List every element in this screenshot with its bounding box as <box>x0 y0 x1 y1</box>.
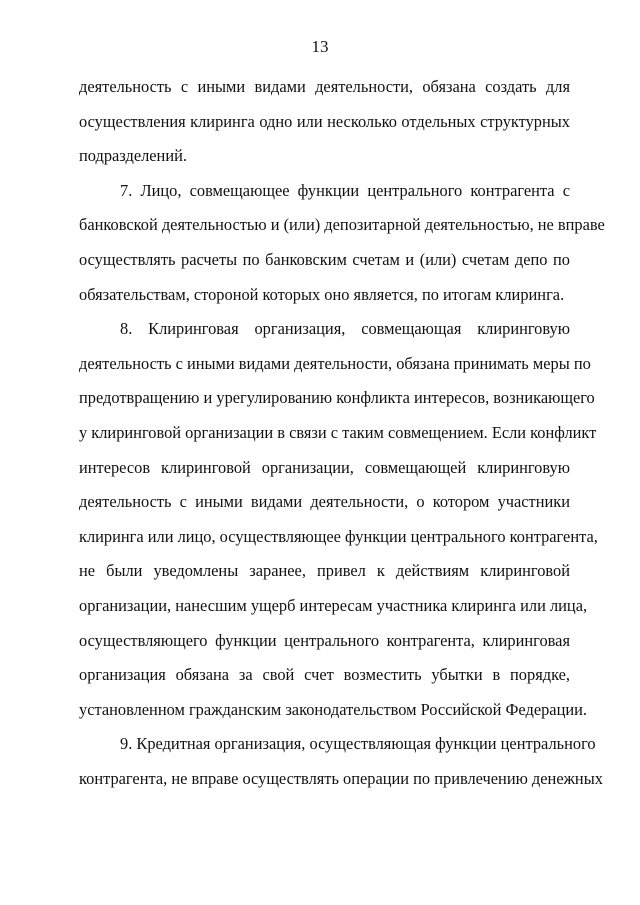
text-line: деятельность с иными видами деятельности, о котором участники <box>79 492 570 512</box>
text-line: осуществляющего функции центрального контрагента, клиринговая <box>79 630 570 650</box>
text-line: 8. Клиринговая организация, совмещающая клиринговую <box>120 319 570 339</box>
text-line: банковской деятельностью и (или) депозитарной деятельностью, не вправе <box>79 215 605 235</box>
page-number: 13 <box>311 37 329 56</box>
text-line: предотвращению и урегулированию конфликта интересов, возникающего <box>79 388 595 408</box>
text-line: контрагента, не вправе осуществлять операции по привлечению денежных <box>79 768 603 788</box>
text-line: у клиринговой организации в связи с таким совмещением. Если конфликт <box>79 422 597 442</box>
text-line: деятельность с иными видами деятельности, обязана принимать меры по <box>79 353 591 373</box>
text-line: организации, нанесшим ущерб интересам участника клиринга или лица, <box>79 595 588 615</box>
body-text <box>79 70 605 796</box>
text-line: осуществления клиринга одно или несколько отдельных структурных <box>79 111 570 131</box>
text-line: осуществлять расчеты по банковским счетам и (или) счетам депо по <box>79 249 570 269</box>
text-line: 7. Лицо, совмещающее функции центрального контрагента с <box>120 180 570 200</box>
text-line: деятельность с иными видами деятельности, обязана создать для <box>79 77 570 96</box>
text-line: интересов клиринговой организации, совмещающей клиринговую <box>79 457 570 477</box>
text-line: организация обязана за свой счет возместить убытки в порядке, <box>79 665 570 685</box>
text-line: не были уведомлены заранее, привел к действиям клиринговой <box>79 561 570 581</box>
text-line: подразделений. <box>79 146 187 166</box>
text-line: установленном гражданским законодательством Российской Федерации. <box>79 699 587 719</box>
text-line: обязательствам, стороной которых оно является, по итогам клиринга. <box>79 284 565 304</box>
text-line: клиринга или лицо, осуществляющее функции центрального контрагента, <box>79 526 598 546</box>
text-line: 9. Кредитная организация, осуществляющая функции центрального <box>120 734 596 754</box>
